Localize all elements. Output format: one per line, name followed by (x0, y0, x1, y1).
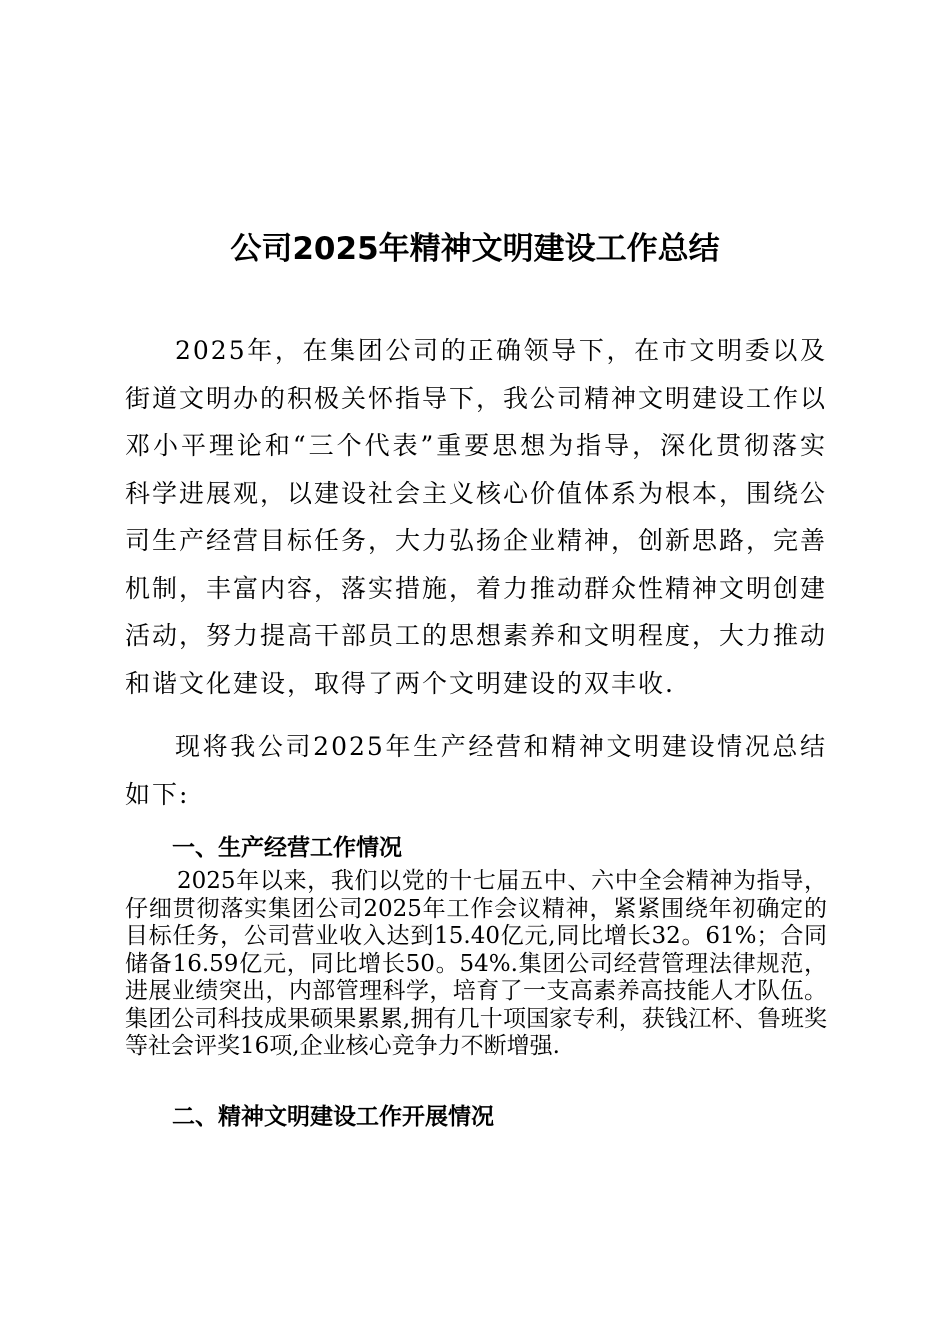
section-2-heading: 二、精神文明建设工作开展情况 (172, 1104, 494, 1130)
summary-paragraph: 现将我公司2025年生产经营和精神文明建设情况总结如下: (125, 732, 827, 809)
intro-paragraph: 2025年，在集团公司的正确领导下，在市文明委以及街道文明办的积极关怀指导下，我公司精神文明建设工作以邓小平理论和“三个代表”重要思想为指导，深化贯彻落实科学进展观，以建设社会主义核心价值体系为根本，围绕公司生产经营目标任务，大力弘扬企业精神，创新思路，完善机制，丰富内容，落实措施，着力推动群众性精神文明创建活动，努力提高干部员工的思想素养和文明程度，大力推动和谐文化建设，取得了两个文明建设的双丰收. (125, 336, 828, 698)
section-1-heading: 一、生产经营工作情况 (172, 835, 402, 861)
document-title: 公司2025年精神文明建设工作总结 (230, 231, 720, 267)
section-1-body: 2025年以来，我们以党的十七届五中、六中全会精神为指导，仔细贯彻落实集团公司2025年工作会议精神，紧紧围绕年初确定的目标任务，公司营业收入达到15.40亿元,同比增长32。61%；合同储备16.59亿元，同比增长50。54%.集团公司经营管理法律规范，进展业绩突出，内部管理科学，培育了一支高素养高技能人才队伍。集团公司科技成果硕果累累,拥有几十项国家专利，获钱江杯、鲁班奖等社会评奖16项,企业核心竞争力不断增强. (125, 868, 827, 1059)
